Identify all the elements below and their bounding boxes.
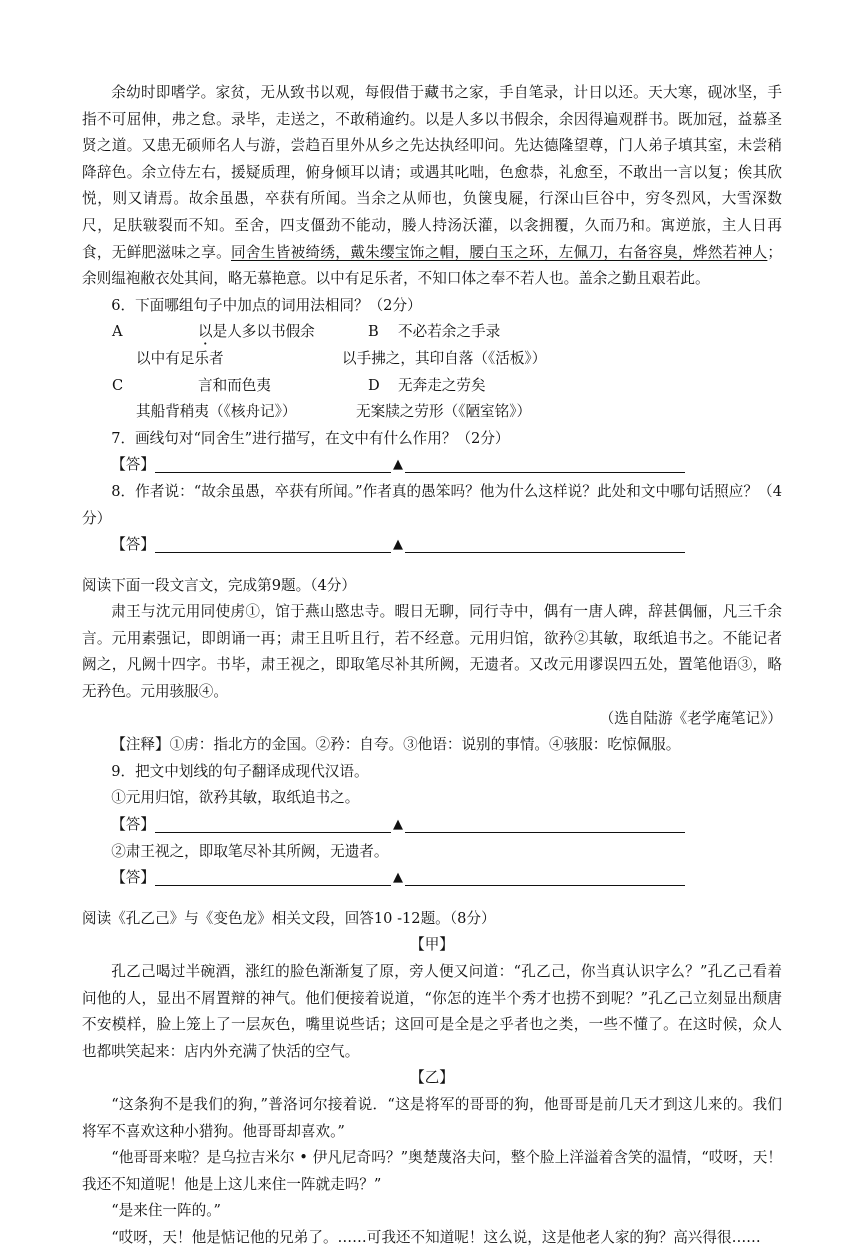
excerpt-jia-text: 孔乙己喝过半碗酒，涨红的脸色渐渐复了原，旁人便又问道：“孔乙己，你当真认识字么？”孔乙己看着问他的人，显出不屑置辩的神气。他们便接着说道，“你怎的连半个秀才也捞不到呢？”孔乙己立刻显出颓唐不安模样，脸上笼上了一层灰色，嘴里说些话；这回可是全是之乎者也之类，一些不懂了。在这时候，众人也都哄笑起来：店内外充满了快活的空气。 [82, 963, 782, 1060]
option-a-second: 以中有足乐者 [136, 349, 224, 367]
question-6: 6．下面哪组句子中加点的词用法相同？（2分） [111, 296, 422, 314]
excerpt-yi-paragraph: “是来住一阵的。” [111, 1202, 221, 1220]
triangle-marker-icon: ▲ [392, 817, 403, 833]
option-row-ab [82, 319, 782, 346]
option-row-cd-second [82, 399, 782, 426]
option-d-second: 无案牍之劳形（《陋室铭》） [356, 403, 532, 421]
passage-notes: 【注释】①虏：指北方的金国。②矜：自夸。③他语：说别的事情。④骇服：吃惊佩服。 [111, 736, 681, 754]
dotted-char: 以 [198, 323, 213, 341]
option-b-first: 不必若余之手录 [398, 323, 501, 341]
option-a-label: A [112, 323, 123, 341]
option-a-first: 以是人多以书假余 [198, 323, 315, 341]
section-intro-q9: 阅读下面一段文言文，完成第9题。（4分） [82, 576, 356, 594]
option-b-second: 以手拂之，其印自落（《活板》） [342, 349, 547, 367]
excerpt-yi-paragraph: “这条狗不是我们的狗，”普洛诃尔接着说．“这是将军的哥哥的狗，他哥哥是前几天才到这儿来的。我们将军不喜欢这种小猎狗。他哥哥却喜欢。” [82, 1095, 782, 1140]
underlined-sentence: 同舍生皆被绮绣，戴朱缨宝饰之帽，腰白玉之环，左佩刀，右备容臭，烨然若神人 [231, 243, 768, 261]
excerpt-yi-heading: 【乙】 [410, 1069, 454, 1087]
excerpt-yi-paragraph: “哎呀，天！他是惦记他的兄弟了。……可我还不知道呢！这么说，这是他老人家的狗？高兴得很…… [111, 1228, 761, 1246]
answer-line-q8[interactable] [82, 532, 782, 559]
option-d-label: D [368, 376, 380, 394]
triangle-marker-icon: ▲ [392, 537, 403, 553]
option-row-ab-second [82, 346, 782, 373]
answer-label: 【答】 [111, 456, 155, 474]
question-7: 7．画线句对“同舍生”进行描写，在文中有什么作用？（2分） [111, 429, 510, 447]
question-8: 8．作者说：“故余虽愚，卒获有所闻。”作者真的愚笨吗？他为什么这样说？此处和文中哪句话照应？（4分） [82, 482, 782, 527]
answer-line-q9-1[interactable] [82, 812, 782, 839]
answer-line-q9-2[interactable] [82, 865, 782, 892]
triangle-marker-icon: ▲ [392, 457, 403, 473]
option-c-first: 言和而色夷 [198, 376, 271, 394]
answer-label: 【答】 [111, 816, 155, 834]
option-c-second: 其船背稍夷（《核舟记》） [136, 403, 297, 421]
passage-song-lian: 余幼时即嗜学。家贫，无从致书以观，每假借于藏书之家，手自笔录，计日以还。天大寒，砚冰坚，手指不可屈伸，弗之怠。录毕，走送之，不敢稍逾约。以是人多以书假余，余因得遍观群书。既加冠，益慕圣贤之道。又患无硕师名人与游，尝趋百里外从乡之先达执经叩问。先达德隆望尊，门人弟子填其室，未尝稍降辞色。余立侍左右，援疑质理，俯身倾耳以请；或遇其叱咄，色愈恭，礼愈至，不敢出一言以复；俟其欣悦，则又请焉。故余虽愚，卒获有所闻。当余之从师也，负箧曳屣，行深山巨谷中，穷冬烈风，大雪深数尺，足肤皲裂而不知。至舍，四支僵劲不能动，媵人持汤沃灌，以衾拥覆，久而乃和。寓逆旅，主人日再食，无鲜肥滋味之享。同舍生皆被绮绣，戴朱缨宝饰之帽，腰白玉之环，左佩刀，右备容臭，烨然若神人；余则缊袍敝衣处其间，略无慕艳意。以中有足乐者，不知口体之奉不若人也。盖余之勤且艰若此。 [82, 84, 782, 288]
answer-label: 【答】 [111, 869, 155, 887]
passage-su-wang: 肃王与沈元用同使虏①，馆于燕山愍忠寺。暇日无聊，同行寺中，偶有一唐人碑，辞甚偶俪，凡三千余言。元用素强记，即朗诵一再；肃王且听且行，若不经意。元用归馆，欲矜②其敏，取纸追书之。不能记者阙之，凡阙十四字。书毕，肃王视之，即取笔尽补其所阙，无遗者。又改元用谬误四五处，置笔他语③，略无矜色。元用骇服④。 [82, 603, 782, 701]
excerpt-jia-heading: 【甲】 [410, 936, 454, 954]
option-b-label: B [368, 323, 379, 341]
excerpt-yi-paragraph: “他哥哥来啦？是乌拉吉米尔 • 伊凡尼奇吗？”奥楚蔑洛夫问，整个脸上洋溢着含笑的温情，“哎呀，天！我还不知道呢！他是上这儿来住一阵就走吗？” [82, 1149, 782, 1193]
option-d-first: 无奔走之劳矣 [398, 376, 486, 394]
option-c-label: C [112, 376, 124, 394]
passage-source: （选自陆游《老学庵笔记》） [599, 709, 782, 727]
answer-label: 【答】 [111, 536, 155, 554]
section-intro-q10-12: 阅读《孔乙己》与《变色龙》相关文段，回答10 -12题。（8分） [82, 909, 496, 927]
exam-page [82, 80, 782, 1252]
question-9: 9．把文中划线的句子翻译成现代汉语。 [111, 762, 369, 780]
option-row-cd [82, 373, 782, 400]
q9-sentence-2: ②肃王视之，即取笔尽补其所阙，无遗者。 [111, 842, 389, 860]
q9-sentence-1: ①元用归馆，欲矜其敏，取纸追书之。 [111, 789, 360, 807]
answer-line-q7[interactable] [82, 452, 782, 479]
triangle-marker-icon: ▲ [392, 870, 403, 886]
